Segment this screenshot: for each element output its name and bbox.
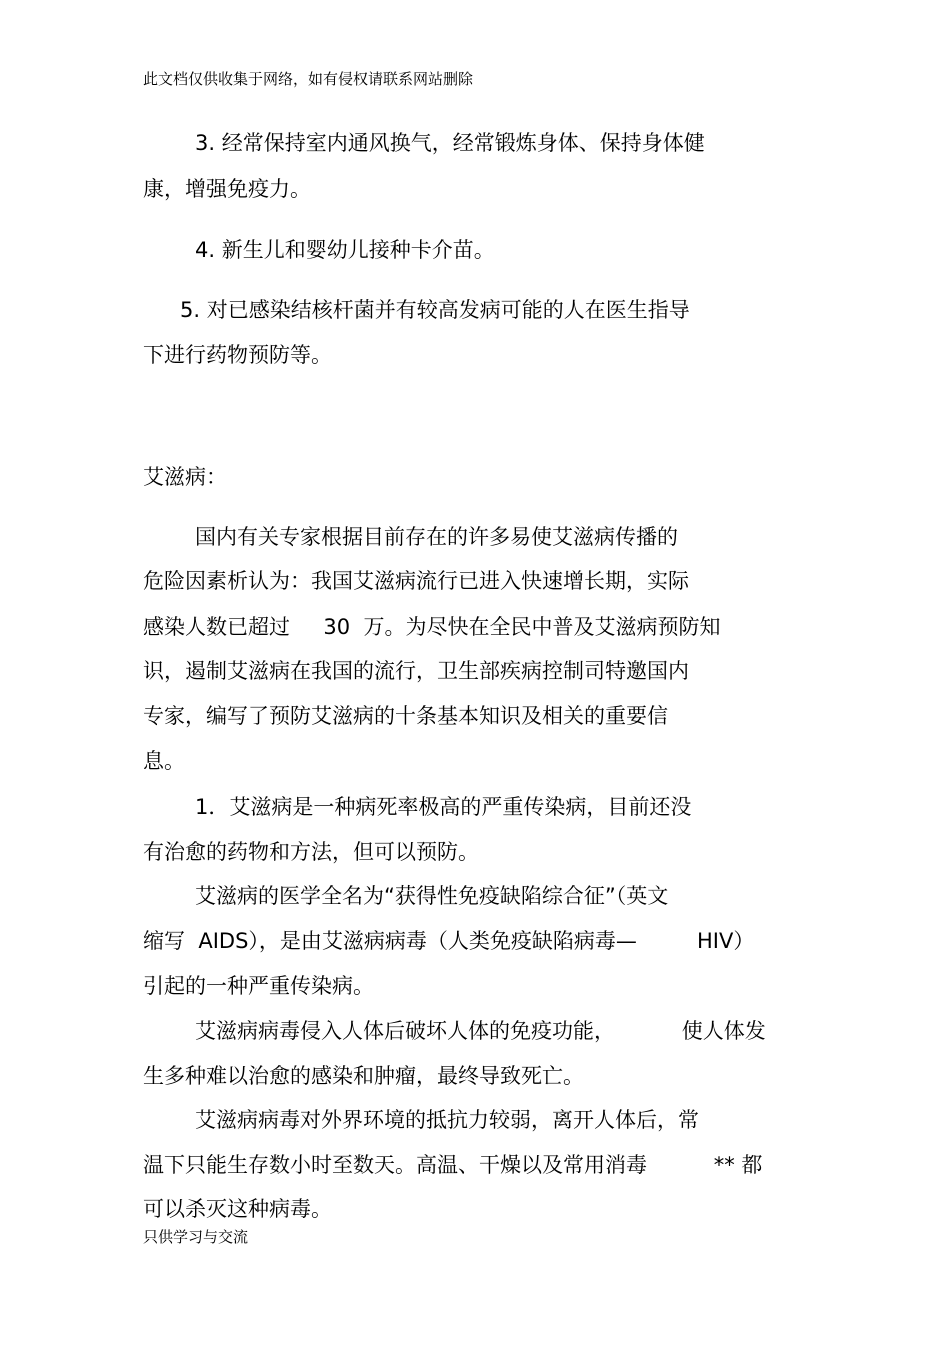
tb-item-5-line-1: 5. 对已感染结核杆菌并有较高发病可能的人在医生指导 [180,298,690,322]
footer-note: 只供学习与交流 [143,1228,249,1246]
aids-heading: 艾滋病： [143,465,227,489]
aids-fullname-line-3: 引起的一种严重传染病。 [143,974,374,998]
header-note: 此文档仅供收集于网络，如有侵权请联系网站删除 [143,70,474,88]
aids-point-1-line-2: 有治愈的药物和方法，但可以预防。 [143,840,479,864]
aids-damage-line-1: 艾滋病病毒侵入人体后破坏人体的免疫功能， 使人体发 [195,1019,766,1043]
aids-intro-line-6: 息。 [143,749,185,773]
aids-intro-line-5: 专家，编写了预防艾滋病的十条基本知识及相关的重要信 [143,704,668,728]
aids-fullname-line-1: 艾滋病的医学全名为“获得性免疫缺陷综合征”（英文 [195,884,669,908]
tb-item-5-line-2: 下进行药物预防等。 [143,343,332,367]
aids-intro-line-1: 国内有关专家根据目前存在的许多易使艾滋病传播的 [195,525,678,549]
aids-intro-line-2: 危险因素析认为：我国艾滋病流行已进入快速增长期，实际 [143,569,689,593]
tb-item-4-line-1: 4. 新生儿和婴幼儿接种卡介苗。 [195,238,495,262]
tb-item-3-line-1: 3. 经常保持室内通风换气，经常锻炼身体、保持身体健 [195,131,705,155]
aids-resistance-line-3: 可以杀灭这种病毒。 [143,1197,332,1221]
aids-point-1-line-1: 1．艾滋病是一种病死率极高的严重传染病，目前还没 [195,795,692,819]
aids-intro-line-4: 识，遏制艾滋病在我国的流行，卫生部疾病控制司特邀国内 [143,659,689,683]
aids-damage-line-2: 生多种难以治愈的感染和肿瘤，最终导致死亡。 [143,1064,584,1088]
aids-intro-line-3: 感染人数已超过 30 万。为尽快在全民中普及艾滋病预防知 [143,615,721,639]
aids-fullname-line-2: 缩写 AIDS），是由艾滋病病毒（人类免疫缺陷病毒— HIV） [143,929,755,953]
tb-item-3-line-2: 康，增强免疫力。 [143,177,311,201]
aids-resistance-line-2: 温下只能生存数小时至数天。高温、干燥以及常用消毒 ** 都 [143,1153,763,1177]
aids-resistance-line-1: 艾滋病病毒对外界环境的抵抗力较弱，离开人体后，常 [195,1108,699,1132]
